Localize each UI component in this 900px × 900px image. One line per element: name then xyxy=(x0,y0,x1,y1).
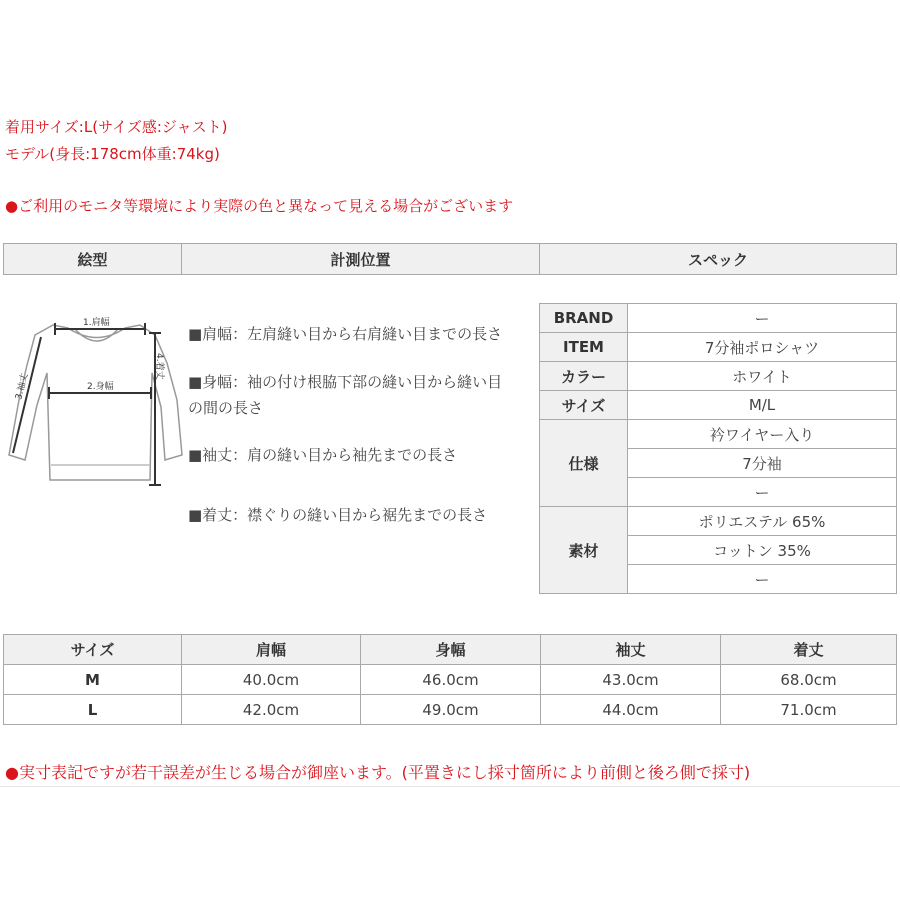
desc-length: ■着丈：襟ぐりの縫い目から裾先までの長さ xyxy=(188,506,488,524)
spec-item-value: 7分袖ポロシャツ xyxy=(628,333,897,362)
spec-row-material xyxy=(540,507,897,536)
size-cell: L xyxy=(4,695,182,725)
spec-color-value: ホワイト xyxy=(628,362,897,391)
shirt-outline-icon xyxy=(9,325,182,480)
spec-row-size xyxy=(540,391,897,420)
size-cell: 71.0cm xyxy=(721,695,897,725)
spec-color-label: カラー xyxy=(540,362,628,391)
desc-body-line2: の間の長さ xyxy=(188,399,264,417)
spec-row-brand xyxy=(540,304,897,333)
label-length: 4.着丈 xyxy=(154,353,164,380)
garment-diagram xyxy=(5,305,190,495)
spec-material-label: 素材 xyxy=(540,507,628,594)
label-body: 2.身幅 xyxy=(87,382,114,392)
size-header-cell: サイズ xyxy=(4,635,182,665)
size-header-cell: 肩幅 xyxy=(182,635,361,665)
desc-body-line1: ■身幅：袖の付け根脇下部の縫い目から縫い目 xyxy=(188,373,503,391)
spec-brand-label: BRAND xyxy=(540,304,628,333)
spec-material-value: コットン 35% xyxy=(628,536,897,565)
spec-size-value: M/L xyxy=(628,391,897,420)
desc-shoulder: ■肩幅：左肩縫い目から右肩縫い目までの長さ xyxy=(188,325,503,343)
size-cell: 49.0cm xyxy=(361,695,541,725)
size-table-header xyxy=(4,635,897,665)
size-header-cell: 袖丈 xyxy=(541,635,721,665)
header-spec: スペック xyxy=(540,244,897,275)
spec-material-value: ポリエステル 65% xyxy=(628,507,897,536)
spec-detail-value: ー xyxy=(628,478,897,507)
size-cell: 43.0cm xyxy=(541,665,721,695)
size-cell: M xyxy=(4,665,182,695)
model-body-text: モデル(身長:178cm体重:74kg) xyxy=(5,145,220,163)
table-row xyxy=(4,665,897,695)
spec-material-value: ー xyxy=(628,565,897,594)
spec-detail-value: 衿ワイヤー入り xyxy=(628,420,897,449)
label-shoulder: 1.肩幅 xyxy=(83,318,110,328)
spec-row-detail xyxy=(540,420,897,449)
spec-table xyxy=(539,303,897,594)
label-sleeve: 3.袖丈 xyxy=(14,372,31,401)
spec-size-label: サイズ xyxy=(540,391,628,420)
spec-detail-label: 仕様 xyxy=(540,420,628,507)
spec-row-color xyxy=(540,362,897,391)
model-size-text: 着用サイズ:L(サイズ感:ジャスト) xyxy=(5,118,228,136)
spec-brand-value: ー xyxy=(628,304,897,333)
size-cell: 44.0cm xyxy=(541,695,721,725)
measure-lines xyxy=(13,323,161,485)
color-note-text: ●ご利用のモニタ等環境により実際の色と異なって見える場合がございます xyxy=(5,197,514,215)
size-header-cell: 身幅 xyxy=(361,635,541,665)
table-row xyxy=(4,695,897,725)
size-header-cell: 着丈 xyxy=(721,635,897,665)
desc-sleeve: ■袖丈：肩の縫い目から袖先までの長さ xyxy=(188,446,458,464)
size-cell: 46.0cm xyxy=(361,665,541,695)
size-cell: 42.0cm xyxy=(182,695,361,725)
spec-row-item xyxy=(540,333,897,362)
spec-item-label: ITEM xyxy=(540,333,628,362)
size-table xyxy=(3,634,897,725)
header-measurement-position: 計測位置 xyxy=(182,244,540,275)
footer-note: ●実寸表記ですが若干誤差が生じる場合が御座います。(平置きにし採寸箇所により前側と後ろ側で採寸) xyxy=(5,763,751,782)
section-header xyxy=(3,243,897,275)
header-figure: 絵型 xyxy=(4,244,182,275)
spec-detail-value: 7分袖 xyxy=(628,449,897,478)
divider xyxy=(0,786,900,787)
size-cell: 40.0cm xyxy=(182,665,361,695)
size-cell: 68.0cm xyxy=(721,665,897,695)
